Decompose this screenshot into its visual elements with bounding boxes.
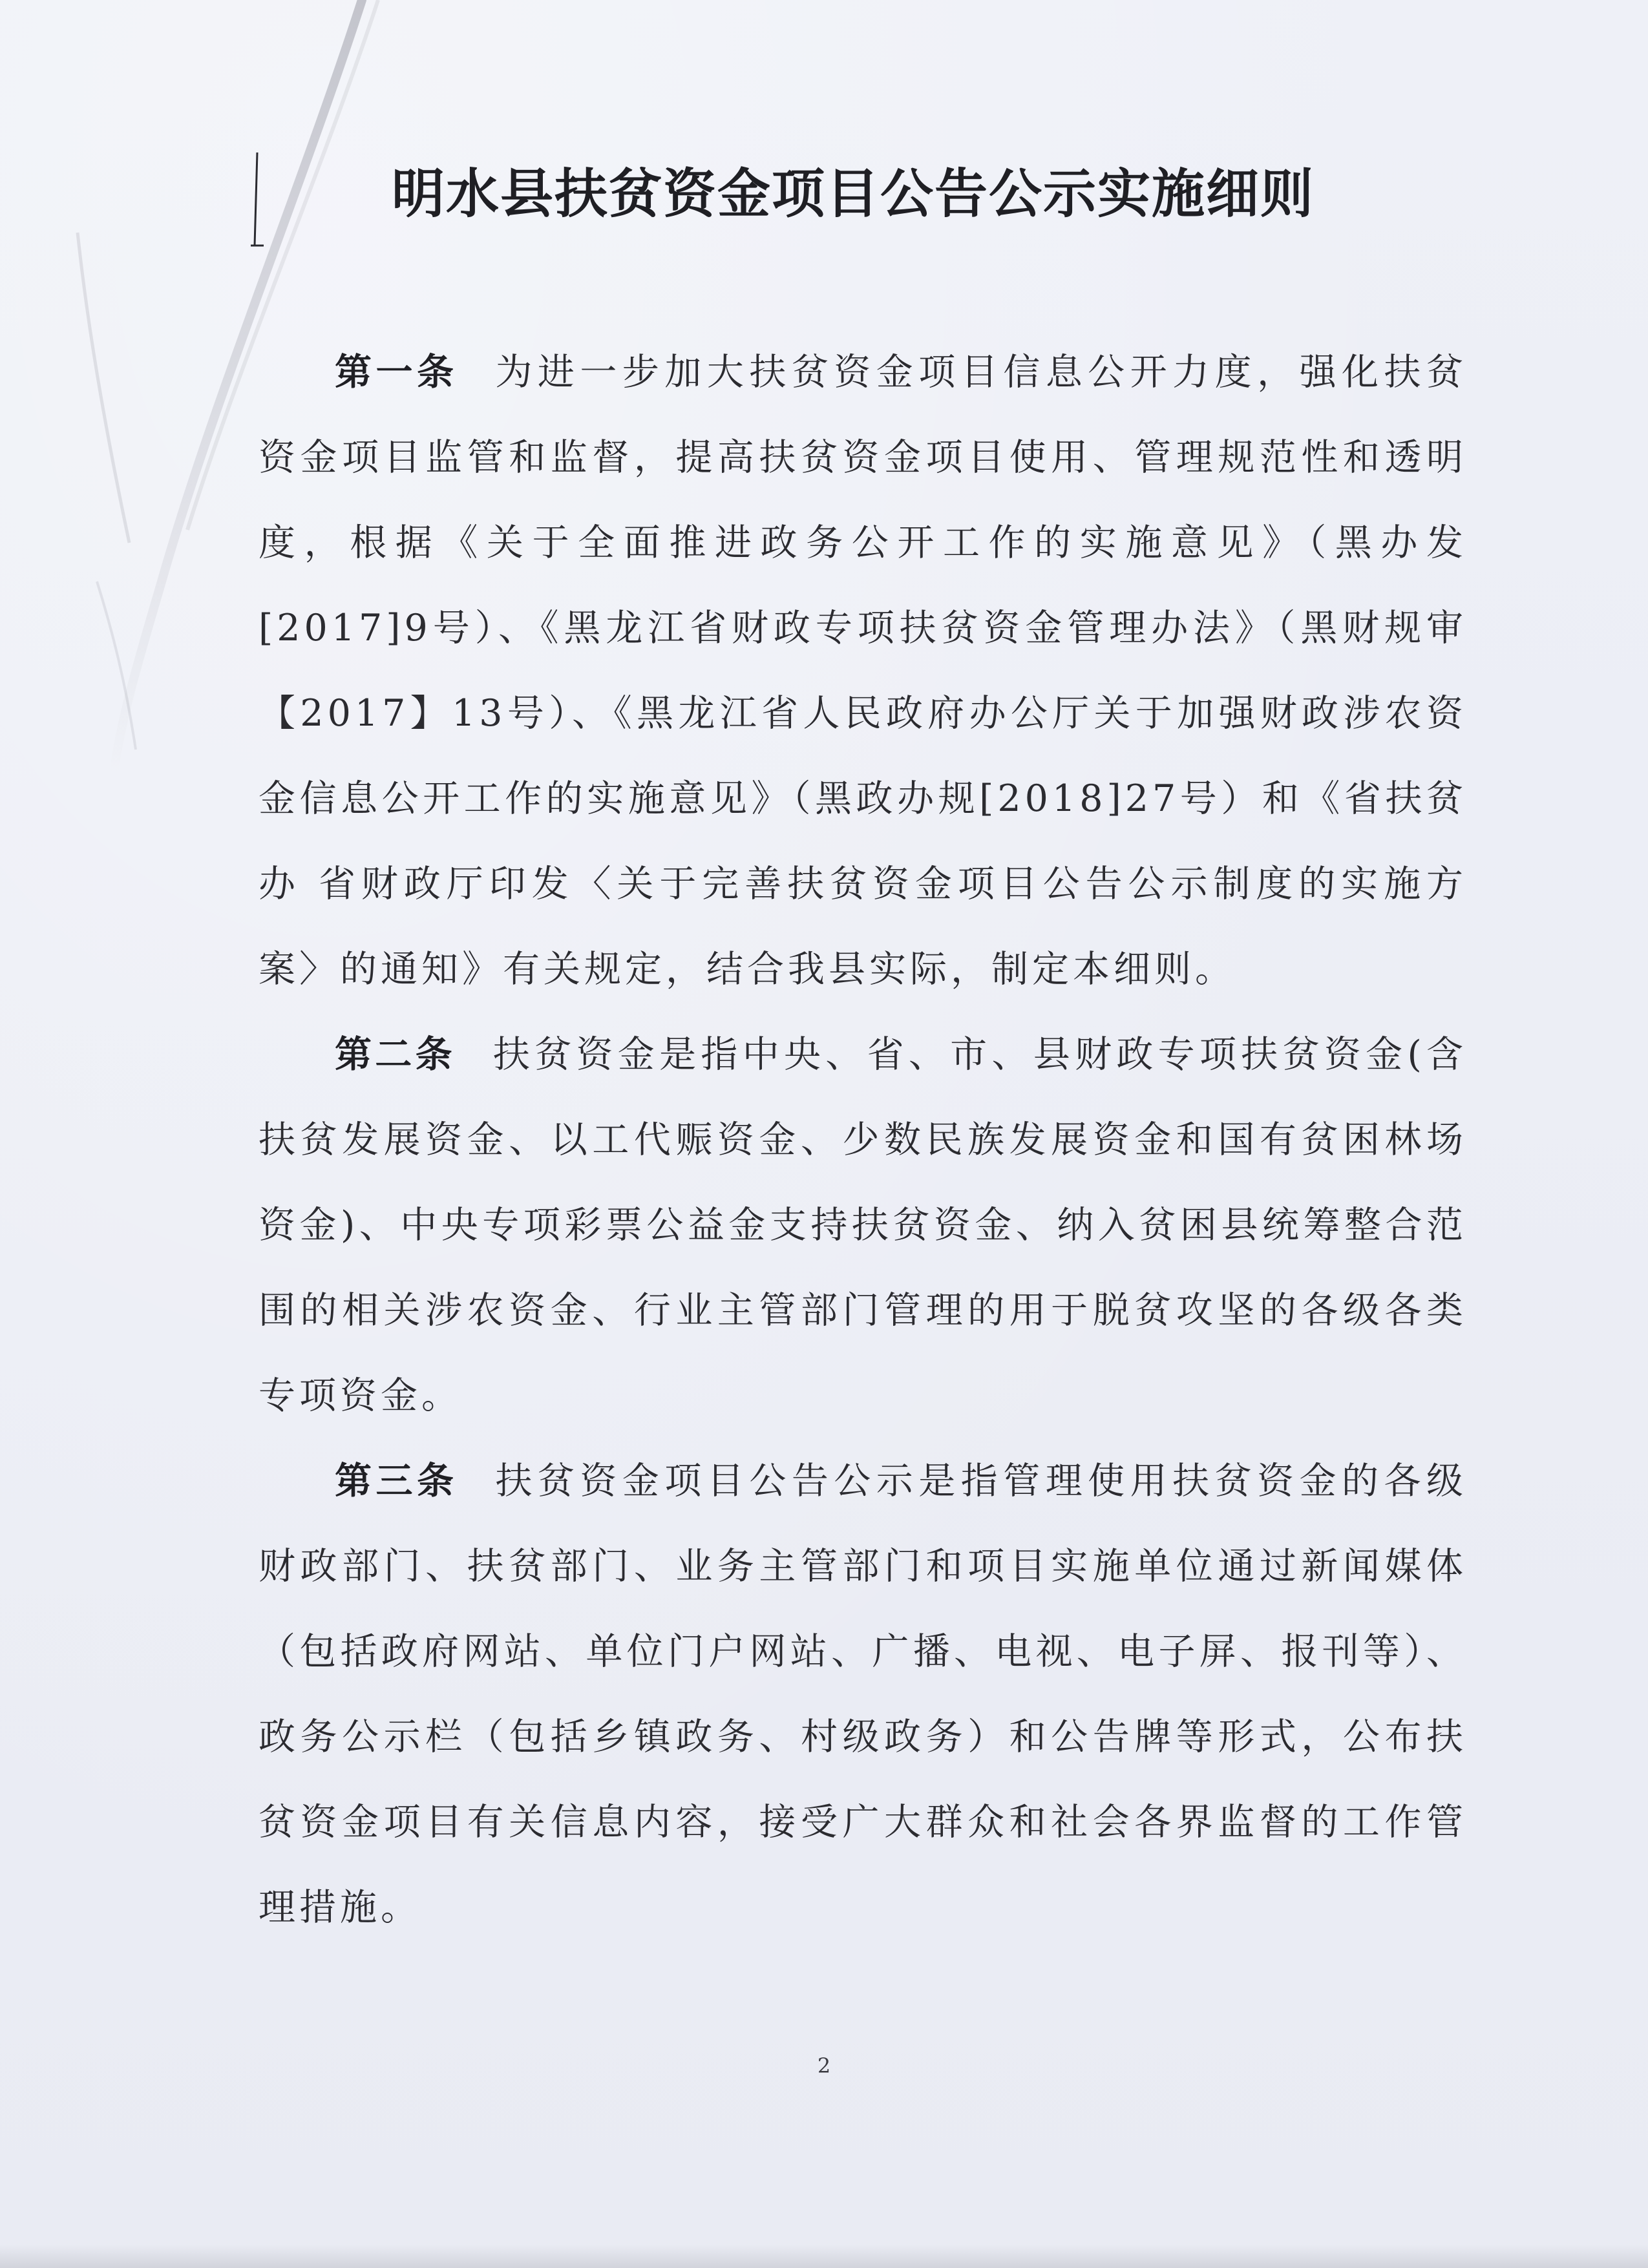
article-1-label: 第一条 [335,351,458,394]
article-2 [259,1012,1467,1438]
article-3 [259,1438,1467,1950]
article-2-label: 第二条 [335,1033,456,1076]
page-number: 2 [817,2053,831,2078]
article-3-text: 扶贫资金项目公告公示是指管理使用扶贫资金的各级财政部门、扶贫部门、业务主管部门和项目实施单位通过新闻媒体（包括政府网站、单位门户网站、广播、电视、电子屏、报刊等）、政务公示栏（包括乡镇政务、村级政务）和公告牌等形式，公布扶贫资金项目有关信息内容，接受广大群众和社会各界监督的工作管理措施。 [259,1460,1468,1929]
article-2-text: 扶贫资金是指中央、省、市、县财政专项扶贫资金(含扶贫发展资金、以工代赈资金、少数民族发展资金和国有贫困林场资金)、中央专项彩票公益金支持扶贫资金、纳入贫困县统筹整合范围的相关涉农资金、行业主管部门管理的用于脱贫攻坚的各级各类专项资金。 [259,1033,1467,1417]
article-3-label: 第三条 [335,1460,458,1502]
article-1-text: 为进一步加大扶贫资金项目信息公开力度，强化扶贫资金项目监管和监督，提高扶贫资金项目使用、管理规范性和透明度，根据《关于全面推进政务公开工作的实施意见》（黑办发[2017]9号）、《黑龙江省财政专项扶贫资金管理办法》（黑财规审【2017】13号）、《黑龙江省人民政府办公厅关于加强财政涉农资金信息公开工作的实施意见》（黑政办规[2018]27号）和《省扶贫办 省财政厅印发〈关于完善扶贫资金项目公告公示制度的实施方案〉的通知》有关规定，结合我县实际，制定本细则。 [259,351,1468,991]
scan-bottom-edge [0,2245,1648,2268]
document-body [259,330,1467,1950]
document-title: 明水县扶贫资金项目公告公示实施细则 [391,163,1315,225]
article-1 [259,330,1467,1012]
